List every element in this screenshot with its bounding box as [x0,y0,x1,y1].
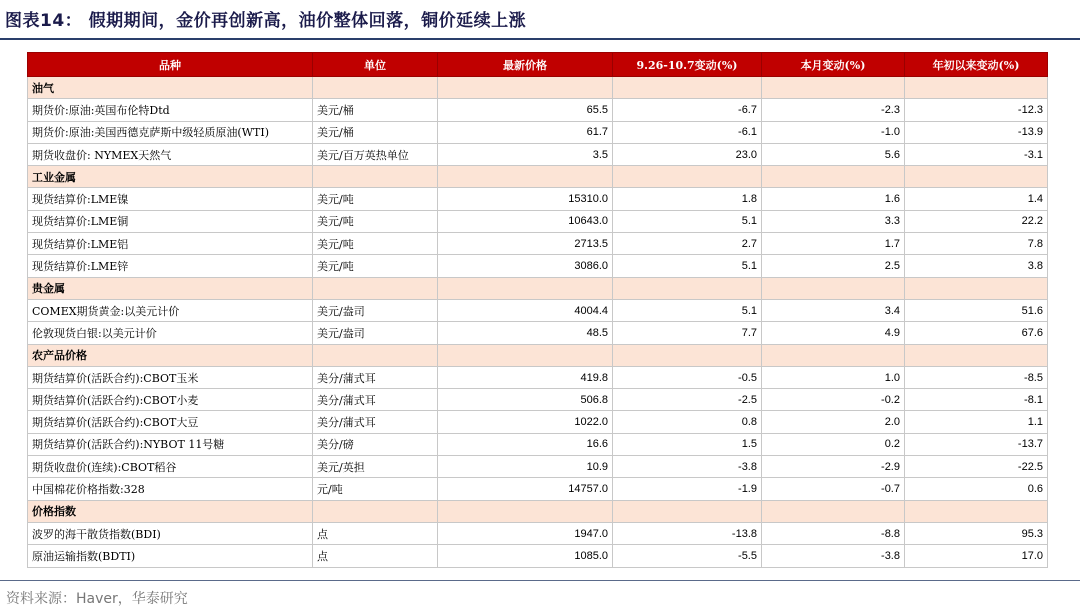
cell-unit: 美元/英担 [313,456,438,478]
table-row [28,411,1048,433]
cell-name: 伦敦现货白银:以美元计价 [28,322,313,344]
cell-month-change: 0.2 [762,433,905,455]
cell-latest-price: 2713.5 [438,233,613,255]
category-empty-cell [313,500,438,522]
header-month-change: 本月变动(%) [762,53,905,77]
cell-ytd-change: 1.4 [905,188,1048,210]
cell-unit: 美分/蒲式耳 [313,411,438,433]
cell-period-change: 2.7 [613,233,762,255]
cell-latest-price: 10643.0 [438,210,613,232]
cell-unit: 美元/吨 [313,255,438,277]
cell-period-change: -13.8 [613,522,762,544]
cell-period-change: -6.1 [613,121,762,143]
category-empty-cell [313,77,438,99]
cell-latest-price: 3086.0 [438,255,613,277]
cell-unit: 美元/桶 [313,121,438,143]
cell-period-change: 5.1 [613,210,762,232]
cell-ytd-change: -8.5 [905,366,1048,388]
table-row [28,210,1048,232]
cell-ytd-change: -3.1 [905,143,1048,165]
cell-ytd-change: 17.0 [905,545,1048,567]
category-empty-cell [762,344,905,366]
cell-unit: 美分/蒲式耳 [313,389,438,411]
table-row [28,389,1048,411]
cell-month-change: 3.4 [762,299,905,321]
cell-month-change: -8.8 [762,522,905,544]
cell-unit: 美元/百万英热单位 [313,143,438,165]
source-note: 资料来源：Haver，华泰研究 [6,591,188,607]
category-empty-cell [762,277,905,299]
cell-name: 期货价:原油:美国西德克萨斯中级轻质原油(WTI) [28,121,313,143]
cell-name: 期货结算价(活跃合约):CBOT小麦 [28,389,313,411]
category-row [28,344,1048,366]
cell-ytd-change: -13.9 [905,121,1048,143]
cell-ytd-change: -12.3 [905,99,1048,121]
cell-name: 中国棉花价格指数:328 [28,478,313,500]
header-period-change: 9.26-10.7变动(%) [613,53,762,77]
commodity-price-table [27,52,1048,568]
cell-unit: 美元/吨 [313,210,438,232]
category-empty-cell [313,344,438,366]
category-empty-cell [313,277,438,299]
cell-month-change: -0.7 [762,478,905,500]
cell-latest-price: 419.8 [438,366,613,388]
cell-unit: 元/吨 [313,478,438,500]
category-label: 农产品价格 [28,344,313,366]
cell-name: 期货结算价(活跃合约):CBOT玉米 [28,366,313,388]
cell-month-change: -2.9 [762,456,905,478]
cell-unit: 美分/蒲式耳 [313,366,438,388]
category-empty-cell [762,500,905,522]
cell-ytd-change: 0.6 [905,478,1048,500]
cell-period-change: -6.7 [613,99,762,121]
category-label: 贵金属 [28,277,313,299]
cell-ytd-change: -8.1 [905,389,1048,411]
cell-name: 原油运输指数(BDTI) [28,545,313,567]
table-row [28,121,1048,143]
cell-unit: 点 [313,522,438,544]
table-body [28,77,1048,568]
header-latest-price: 最新价格 [438,53,613,77]
category-empty-cell [313,166,438,188]
cell-name: 期货收盘价: NYMEX天然气 [28,143,313,165]
cell-name: 期货收盘价(连续):CBOT稻谷 [28,456,313,478]
table-header-row [28,53,1048,77]
cell-latest-price: 4004.4 [438,299,613,321]
table-row [28,143,1048,165]
cell-unit: 美元/盎司 [313,299,438,321]
category-empty-cell [438,500,613,522]
cell-period-change: 1.8 [613,188,762,210]
cell-latest-price: 1022.0 [438,411,613,433]
category-empty-cell [905,77,1048,99]
cell-latest-price: 1085.0 [438,545,613,567]
cell-unit: 美分/磅 [313,433,438,455]
table-row [28,299,1048,321]
category-empty-cell [613,166,762,188]
cell-unit: 美元/盎司 [313,322,438,344]
cell-month-change: -0.2 [762,389,905,411]
category-empty-cell [613,500,762,522]
cell-period-change: 7.7 [613,322,762,344]
category-empty-cell [438,166,613,188]
header-ytd-change: 年初以来变动(%) [905,53,1048,77]
category-label: 价格指数 [28,500,313,522]
cell-ytd-change: -22.5 [905,456,1048,478]
cell-month-change: 3.3 [762,210,905,232]
category-row [28,166,1048,188]
cell-name: 期货结算价(活跃合约):NYBOT 11号糖 [28,433,313,455]
header-variety: 品种 [28,53,313,77]
cell-unit: 美元/吨 [313,188,438,210]
category-row [28,500,1048,522]
cell-period-change: -1.9 [613,478,762,500]
cell-ytd-change: 22.2 [905,210,1048,232]
cell-ytd-change: 3.8 [905,255,1048,277]
cell-latest-price: 14757.0 [438,478,613,500]
category-row [28,277,1048,299]
cell-unit: 美元/吨 [313,233,438,255]
cell-month-change: 1.6 [762,188,905,210]
category-row [28,77,1048,99]
cell-name: 现货结算价:LME铜 [28,210,313,232]
cell-month-change: -1.0 [762,121,905,143]
cell-period-change: 0.8 [613,411,762,433]
cell-month-change: 1.7 [762,233,905,255]
cell-latest-price: 10.9 [438,456,613,478]
cell-unit: 美元/桶 [313,99,438,121]
cell-month-change: 2.0 [762,411,905,433]
table-row [28,456,1048,478]
header-unit: 单位 [313,53,438,77]
table-row [28,233,1048,255]
category-empty-cell [905,166,1048,188]
category-label: 油气 [28,77,313,99]
table-row [28,478,1048,500]
cell-name: 现货结算价:LME镍 [28,188,313,210]
table-row [28,322,1048,344]
cell-month-change: 5.6 [762,143,905,165]
cell-period-change: 5.1 [613,299,762,321]
cell-month-change: -3.8 [762,545,905,567]
table-row [28,522,1048,544]
cell-name: 波罗的海干散货指数(BDI) [28,522,313,544]
table-row [28,433,1048,455]
table-row [28,545,1048,567]
cell-ytd-change: 7.8 [905,233,1048,255]
cell-name: 现货结算价:LME铝 [28,233,313,255]
category-label: 工业金属 [28,166,313,188]
cell-ytd-change: 67.6 [905,322,1048,344]
cell-latest-price: 15310.0 [438,188,613,210]
cell-name: 现货结算价:LME锌 [28,255,313,277]
cell-latest-price: 61.7 [438,121,613,143]
cell-name: 期货结算价(活跃合约):CBOT大豆 [28,411,313,433]
category-empty-cell [613,277,762,299]
category-empty-cell [438,344,613,366]
cell-period-change: 23.0 [613,143,762,165]
title-divider [0,38,1080,40]
cell-period-change: 1.5 [613,433,762,455]
cell-ytd-change: 51.6 [905,299,1048,321]
cell-period-change: -5.5 [613,545,762,567]
category-empty-cell [438,77,613,99]
cell-name: 期货价:原油:英国布伦特Dtd [28,99,313,121]
cell-latest-price: 65.5 [438,99,613,121]
cell-latest-price: 16.6 [438,433,613,455]
category-empty-cell [762,77,905,99]
cell-period-change: -0.5 [613,366,762,388]
category-empty-cell [905,500,1048,522]
category-empty-cell [613,344,762,366]
cell-latest-price: 1947.0 [438,522,613,544]
cell-period-change: -3.8 [613,456,762,478]
category-empty-cell [905,344,1048,366]
cell-name: COMEX期货黄金:以美元计价 [28,299,313,321]
cell-ytd-change: 1.1 [905,411,1048,433]
table-row [28,99,1048,121]
cell-latest-price: 48.5 [438,322,613,344]
category-empty-cell [438,277,613,299]
cell-latest-price: 506.8 [438,389,613,411]
figure-title: 图表14： 假期期间，金价再创新高，油价整体回落，铜价延续上涨 [5,11,527,31]
cell-month-change: 4.9 [762,322,905,344]
cell-period-change: -2.5 [613,389,762,411]
cell-latest-price: 3.5 [438,143,613,165]
cell-ytd-change: 95.3 [905,522,1048,544]
table-row [28,255,1048,277]
cell-month-change: -2.3 [762,99,905,121]
cell-month-change: 1.0 [762,366,905,388]
category-empty-cell [905,277,1048,299]
category-empty-cell [613,77,762,99]
category-empty-cell [762,166,905,188]
cell-ytd-change: -13.7 [905,433,1048,455]
table-row [28,188,1048,210]
cell-period-change: 5.1 [613,255,762,277]
footer-divider [0,580,1080,581]
table-row [28,366,1048,388]
cell-month-change: 2.5 [762,255,905,277]
cell-unit: 点 [313,545,438,567]
